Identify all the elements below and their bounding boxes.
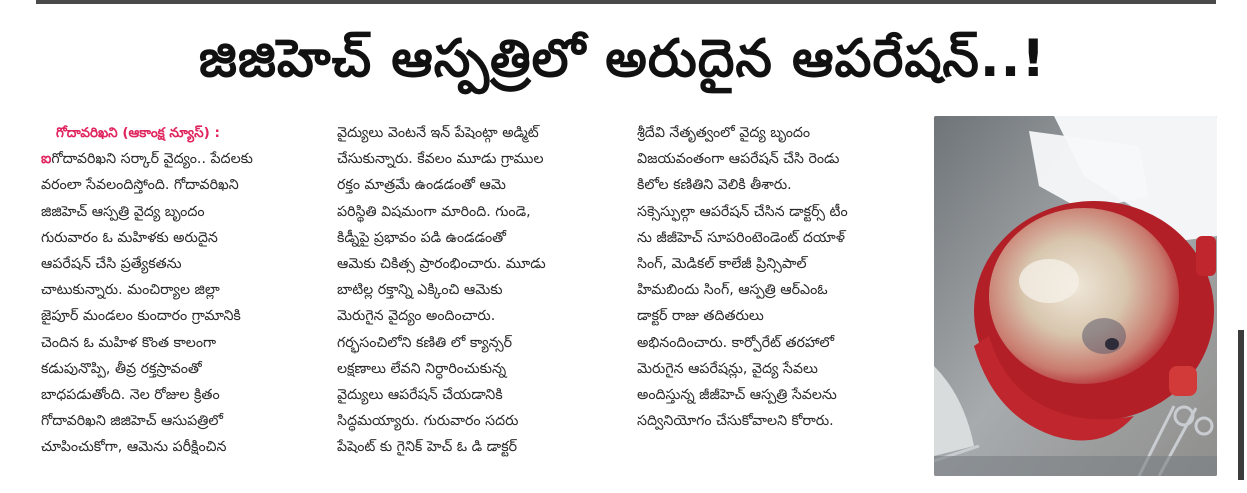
paragraph-line: అభినందించారు. కార్పోరేట్ తరహాలో [637,334,835,351]
dropcap: ఐ [41,151,52,168]
paragraph-line: పరిస్థితి విషమంగా మారింది. గుండె, [337,203,531,220]
paragraph-line: ఆమెకు చికిత్స ప్రారంభించారు. మూడు [337,255,546,272]
paragraph-line: హిమబిందు సింగ్, ఆస్పత్రి ఆర్ఎంఓ [637,282,828,299]
paragraph-line: రక్తం మాత్రమే ఉండడంతో ఆమె [337,177,506,194]
dateline: గోదావరిఖని (ఆకాంక్ష న్యూస్) : [56,125,220,141]
paragraph-line: వైద్యులు వెంటనే ఇన్ పేషెంట్గా అడ్మిట్ [337,125,539,141]
paragraph-line: కడుపునొప్పి, తీవ్ర రక్తస్రావంతో [41,360,202,377]
paragraph-line: అందిస్తున్న జీజీహెచ్ ఆస్పత్రి సేవలను [637,386,837,403]
article-column-2 [337,120,609,460]
paragraph-line: శ్రీదేవి నేతృత్వంలో వైద్య బృందం [637,125,811,141]
headline: జిజిహెచ్ ఆస్పత్రిలో అరుదైన ఆపరేషన్..! [198,28,1047,89]
paragraph-line: బాటిల్ల రక్తాన్ని ఎక్కించి ఆమెకు [337,282,503,299]
paragraph-line: డాక్టర్ రాజు తదితరులు [637,308,764,325]
paragraph-line: చాటుకున్నారు. మంచిర్యాల జిల్లా [41,282,220,299]
paragraph-line: కిడ్నీపై ప్రభావం పడి ఉండడంతో [337,229,507,246]
paragraph-line: బాధపడుతోంది. నెల రోజుల క్రితం [41,386,220,403]
paragraph-line: వరంలా సేవలందిస్తోంది. గోదావరిఖని [41,177,239,194]
paragraph-line: సద్వినియోగం చేసుకోవాలని కోరారు. [637,413,834,430]
paragraph-line: వైద్యులు ఆపరేషన్ చేయడానికి [337,386,503,403]
paragraph-line: గురువారం ఓ మహిళకు అరుదైన [41,229,218,246]
paragraph-line: జైపూర్ మండలం కుందారం గ్రామానికి [41,308,241,325]
paragraph-line: సక్సెస్ఫుల్గా ఆపరేషన్ చేసిన డాక్టర్స్ టీం [637,203,848,220]
paragraph-line: కిలోల కణితిని వెలికి తీశారు. [637,177,792,194]
paragraph-line: పేషెంట్ కు గైనిక్ హెచ్ ఓ డి డాక్టర్ [337,439,518,456]
paragraph-line: చేసుకున్నారు. కేవలం మూడు గ్రాముల [337,151,544,168]
paragraph-line: ను జీజీహెచ్ సూపరింటెండెంట్ దయాళ్ [637,229,845,246]
article-column-3 [637,120,922,434]
page-edge [1238,330,1244,480]
paragraph-line: సింగ్, మెడికల్ కాలేజీ ప్రిన్సిపాల్ [637,255,807,272]
article-column-1 [41,120,313,460]
paragraph-line: జిజిహెచ్ ఆస్పత్రి వైద్య బృందం [41,203,205,220]
paragraph-line: చూపించుకోగా, ఆమెను పరీక్షించిన [41,439,227,456]
paragraph-line: మెరుగైన ఆపరేషన్లు, వైద్య సేవలు [637,360,818,377]
paragraph-line: ఐగోదావరిఖని సర్కార్ వైద్యం.. పేదలకు [41,151,253,168]
paragraph-line: మెరుగైన వైద్యం అందించారు. [337,308,496,325]
paragraph-line: విజయవంతంగా ఆపరేషన్ చేసి రెండు [637,151,840,168]
paragraph-line: సిద్ధమయ్యారు. గురువారం సదరు [337,413,519,430]
paragraph-line: ఆపరేషన్ చేసి ప్రత్యేకతను [41,255,182,272]
top-rule [36,0,1216,4]
paragraph-line: లక్షణాలు లేవని నిర్ధారించుకున్న [337,360,507,377]
paragraph-line: గోదావరిఖని జిజిహెచ్ ఆసుపత్రిలో [41,413,223,430]
surgery-photo [934,116,1217,476]
paragraph-line: గర్భసంచిలోని కణితి లో క్యాన్సర్ [337,334,513,351]
paragraph-line: చెందిన ఓ మహిళ కొంత కాలంగా [41,334,217,351]
